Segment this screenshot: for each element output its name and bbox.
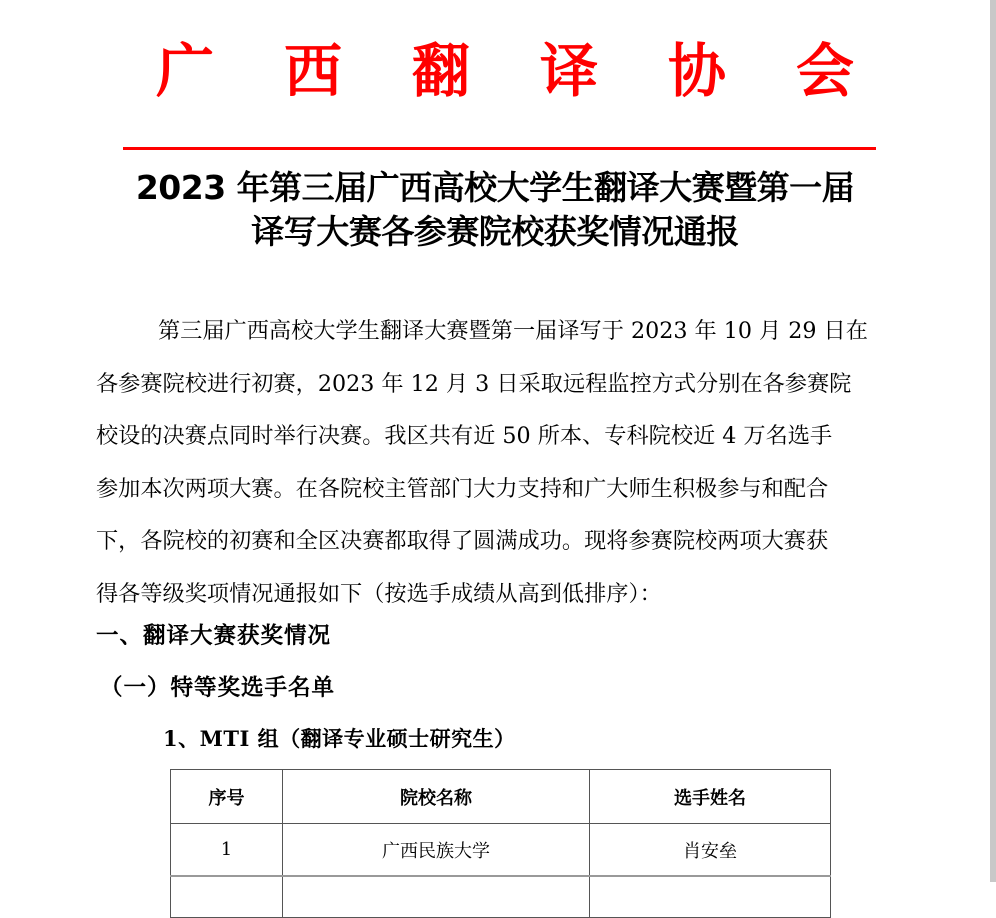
- paragraph-line: 下，各院校的初赛和全区决赛都取得了圆满成功。现将参赛院校两项大赛获: [96, 528, 829, 554]
- paragraph-line: 校设的决赛点同时举行决赛。我区共有近 50 所本、专科院校近 4 万名选手: [96, 423, 833, 449]
- org-char: 协: [667, 37, 726, 105]
- section-heading-2: （一）特等奖选手名单: [100, 675, 336, 701]
- header-school: 院校名称: [283, 770, 590, 824]
- paragraph-line: 参加本次两项大赛。在各院校主管部门大力支持和广大师生积极参与和配合: [96, 475, 829, 502]
- cell-contestant: [590, 876, 831, 918]
- table-row: [171, 876, 831, 918]
- title-line-2: 译写大赛各参赛院校获奖情况通报: [251, 212, 739, 251]
- org-char: 西: [283, 37, 342, 105]
- org-char: 译: [539, 37, 598, 105]
- awards-table: [170, 769, 831, 918]
- paragraph-line: 第三届广西高校大学生翻译大赛暨第一届译写于 2023 年 10 月 29 日在: [158, 318, 868, 344]
- header-index: 序号: [171, 770, 283, 824]
- cell-school: 广西民族大学: [283, 824, 590, 877]
- paragraph-line: 各参赛院校进行初赛，2023 年 12 月 3 日采取远程监控方式分别在各参赛院: [96, 370, 852, 397]
- paragraph-line: 得各等级奖项情况通报如下（按选手成绩从高到低排序）：: [96, 580, 662, 607]
- org-char: 广: [155, 37, 214, 105]
- section-heading-1: 一、翻译大赛获奖情况: [96, 623, 332, 649]
- table-row: [171, 824, 831, 877]
- cell-school: [283, 876, 590, 918]
- org-char: 翻: [411, 37, 470, 105]
- organization-name: [150, 36, 860, 106]
- header-contestant: 选手姓名: [590, 770, 831, 824]
- cell-index: 1: [171, 824, 283, 877]
- table-header-row: [171, 770, 831, 824]
- cell-index: [171, 876, 283, 918]
- intro-paragraph: [96, 305, 908, 620]
- section-heading-3: 1、MTI 组（翻译专业硕士研究生）: [163, 726, 516, 751]
- title-line-1: 2023 年第三届广西高校大学生翻译大赛暨第一届: [135, 168, 855, 207]
- document-title: [60, 166, 930, 254]
- cell-contestant: 肖安垒: [590, 824, 831, 877]
- red-divider: [123, 147, 876, 150]
- scrollbar-track[interactable]: [990, 0, 996, 882]
- org-char: 会: [795, 37, 854, 105]
